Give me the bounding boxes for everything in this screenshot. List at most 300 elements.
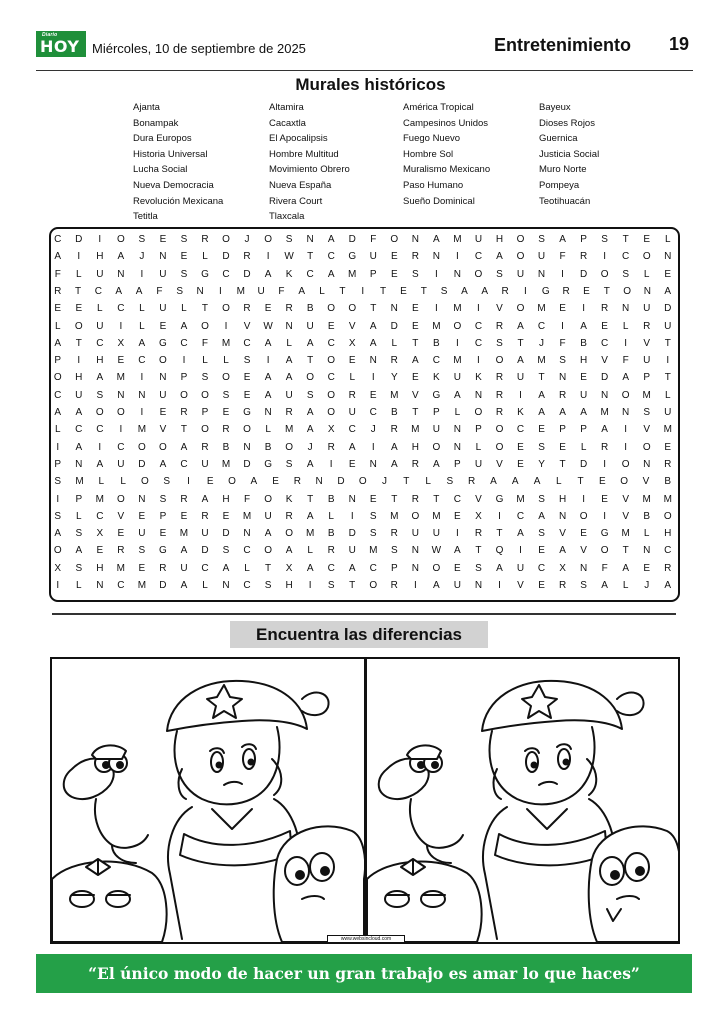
grid-letter: A bbox=[369, 337, 378, 349]
grid-letter: E bbox=[454, 510, 462, 522]
grid-letter: I bbox=[519, 545, 523, 557]
grid-letter: P bbox=[643, 372, 651, 384]
grid-letter: S bbox=[201, 372, 209, 384]
grid-letter: A bbox=[138, 337, 146, 349]
grid-letter: I bbox=[624, 441, 628, 453]
grid-letter: M bbox=[432, 320, 442, 332]
grid-letter: C bbox=[327, 337, 336, 349]
grid-letter: E bbox=[117, 528, 125, 540]
grid-letter: O bbox=[264, 545, 273, 557]
grid-letter: F bbox=[559, 251, 567, 263]
grid-letter: B bbox=[433, 337, 441, 349]
grid-letter: C bbox=[348, 424, 357, 436]
grid-letter: C bbox=[117, 580, 125, 591]
grid-letter: A bbox=[390, 458, 399, 470]
grid-row bbox=[51, 369, 678, 386]
grid-letter: P bbox=[201, 407, 209, 418]
grid-letter: O bbox=[642, 251, 652, 263]
word-list-column-4 bbox=[539, 100, 599, 209]
grid-letter: T bbox=[622, 234, 630, 245]
grid-letter: I bbox=[624, 424, 628, 436]
grid-letter: S bbox=[75, 562, 83, 574]
grid-letter: A bbox=[559, 407, 567, 418]
grid-letter: V bbox=[159, 424, 167, 436]
grid-letter: I bbox=[266, 251, 270, 263]
grid-letter: L bbox=[286, 337, 293, 349]
grid-letter: A bbox=[54, 528, 62, 540]
grid-letter: P bbox=[580, 234, 588, 245]
grid-letter: F bbox=[370, 234, 377, 245]
grid-letter: A bbox=[264, 528, 272, 540]
grid-letter: Y bbox=[390, 372, 399, 384]
word-list-item: Pompeya bbox=[539, 179, 580, 191]
word-list-item: Dioses Rojos bbox=[539, 117, 595, 129]
grid-letter: S bbox=[176, 285, 184, 297]
grid-letter: U bbox=[411, 528, 420, 540]
grid-letter: E bbox=[411, 303, 420, 315]
grid-letter: O bbox=[579, 510, 588, 522]
grid-letter: U bbox=[75, 389, 83, 401]
grid-letter: B bbox=[664, 476, 672, 488]
grid-letter: I bbox=[603, 510, 607, 522]
grid-letter: L bbox=[76, 268, 83, 280]
grid-letter: O bbox=[116, 407, 126, 418]
grid-row bbox=[51, 387, 678, 404]
grid-letter: L bbox=[76, 580, 83, 591]
grid-letter: I bbox=[308, 580, 313, 591]
grid-letter: Y bbox=[538, 458, 546, 470]
grid-letter: I bbox=[98, 441, 102, 453]
grid-letter: I bbox=[603, 251, 607, 263]
grid-letter: T bbox=[339, 285, 346, 297]
grid-letter: A bbox=[250, 476, 258, 488]
grid-letter: A bbox=[481, 285, 489, 297]
grid-letter: T bbox=[307, 493, 314, 505]
grid-letter: V bbox=[642, 476, 650, 488]
grid-letter: A bbox=[75, 545, 83, 557]
grid-letter: P bbox=[559, 424, 567, 436]
grid-letter: O bbox=[474, 268, 483, 280]
grid-letter: S bbox=[163, 476, 171, 488]
grid-letter: P bbox=[433, 407, 441, 418]
grid-letter: N bbox=[453, 441, 462, 453]
grid-letter: A bbox=[433, 580, 441, 591]
grid-letter: C bbox=[201, 562, 210, 574]
grid-letter: S bbox=[243, 355, 251, 367]
grid-letter: R bbox=[664, 562, 672, 574]
grid-letter: V bbox=[496, 303, 504, 315]
grid-letter: M bbox=[179, 528, 189, 540]
grid-letter: V bbox=[348, 320, 357, 332]
grid-letter: S bbox=[285, 234, 293, 245]
grid-letter: A bbox=[285, 355, 293, 367]
grid-letter: I bbox=[413, 580, 418, 591]
grid-letter: V bbox=[243, 320, 251, 332]
grid-letter: U bbox=[432, 424, 441, 436]
grid-letter: E bbox=[348, 458, 357, 470]
grid-letter: J bbox=[370, 424, 377, 436]
grid-letter: E bbox=[538, 545, 546, 557]
grid-letter: U bbox=[643, 303, 651, 315]
grid-letter: M bbox=[221, 337, 231, 349]
image-credit: www.websincloud.com bbox=[327, 935, 405, 943]
grid-letter: J bbox=[139, 251, 145, 263]
grid-letter: M bbox=[453, 355, 463, 367]
grid-letter: F bbox=[559, 337, 567, 349]
grid-letter: R bbox=[243, 251, 252, 263]
grid-letter: N bbox=[159, 372, 168, 384]
grid-letter: M bbox=[453, 303, 463, 315]
grid-letter: N bbox=[643, 458, 651, 470]
word-list-column-1 bbox=[133, 100, 223, 225]
grid-letter: A bbox=[580, 320, 588, 332]
grid-letter: L bbox=[307, 545, 314, 557]
grid-letter: B bbox=[327, 493, 336, 505]
grid-letter: O bbox=[159, 355, 168, 367]
grid-letter: G bbox=[432, 389, 441, 401]
grid-letter: I bbox=[582, 303, 586, 315]
grid-letter: N bbox=[285, 320, 294, 332]
grid-letter: V bbox=[622, 510, 630, 522]
grid-letter: L bbox=[139, 320, 146, 332]
grid-letter: A bbox=[559, 234, 567, 245]
word-list-item: Guernica bbox=[539, 133, 578, 145]
grid-letter: N bbox=[117, 389, 125, 401]
grid-letter: A bbox=[559, 545, 567, 557]
grid-letter: S bbox=[538, 493, 546, 505]
grid-letter: O bbox=[53, 372, 63, 384]
grid-letter: R bbox=[327, 545, 336, 557]
grid-letter: O bbox=[264, 234, 273, 245]
grid-letter: C bbox=[117, 441, 125, 453]
grid-letter: I bbox=[456, 337, 460, 349]
grid-letter: S bbox=[96, 389, 104, 401]
grid-letter: T bbox=[380, 285, 387, 297]
grid-letter: O bbox=[432, 562, 441, 574]
grid-letter: X bbox=[475, 510, 483, 522]
grid-letter: N bbox=[558, 372, 567, 384]
grid-letter: J bbox=[539, 337, 545, 349]
grid-letter: I bbox=[371, 441, 376, 453]
grid-letter: P bbox=[75, 493, 83, 505]
grid-letter: O bbox=[516, 251, 525, 263]
grid-letter: X bbox=[559, 562, 567, 574]
grid-letter: A bbox=[264, 337, 272, 349]
grid-letter: E bbox=[390, 251, 399, 263]
grid-letter: X bbox=[96, 528, 104, 540]
grid-letter: R bbox=[285, 510, 294, 522]
grid-letter: V bbox=[117, 510, 125, 522]
grid-letter: D bbox=[348, 528, 357, 540]
word-list-item: Paso Humano bbox=[403, 179, 464, 191]
grid-letter: R bbox=[54, 285, 62, 297]
grid-letter: I bbox=[119, 320, 123, 332]
grid-letter: X bbox=[348, 337, 357, 349]
grid-letter: E bbox=[138, 510, 146, 522]
grid-letter: S bbox=[54, 510, 62, 522]
grid-letter: A bbox=[298, 285, 306, 297]
grid-letter: N bbox=[222, 580, 231, 591]
grid-letter: A bbox=[517, 355, 525, 367]
grid-letter: R bbox=[201, 510, 210, 522]
grid-letter: S bbox=[538, 234, 546, 245]
grid-letter: U bbox=[664, 320, 672, 332]
grid-letter: N bbox=[348, 493, 357, 505]
grid-letter: E bbox=[643, 562, 651, 574]
grid-letter: N bbox=[96, 580, 104, 591]
grid-letter: S bbox=[538, 528, 546, 540]
grid-letter: C bbox=[474, 251, 483, 263]
grid-letter: T bbox=[265, 562, 272, 574]
grid-letter: M bbox=[390, 510, 399, 522]
grid-letter: T bbox=[412, 407, 419, 418]
word-list-item: Muralismo Mexicano bbox=[403, 164, 491, 176]
grid-letter: O bbox=[243, 424, 252, 436]
grid-letter: O bbox=[53, 545, 63, 557]
grid-letter: A bbox=[411, 355, 420, 367]
wordsearch-grid bbox=[49, 227, 680, 602]
grid-letter: R bbox=[390, 355, 399, 367]
grid-letter: K bbox=[475, 372, 483, 384]
grid-letter: N bbox=[264, 407, 273, 418]
grid-letter: O bbox=[600, 545, 610, 557]
grid-letter: T bbox=[412, 337, 419, 349]
grid-letter: N bbox=[453, 268, 462, 280]
grid-letter: E bbox=[272, 476, 280, 488]
grid-letter: L bbox=[664, 389, 672, 401]
grid-letter: L bbox=[391, 337, 398, 349]
grid-letter: I bbox=[350, 510, 355, 522]
grid-letter: R bbox=[327, 441, 336, 453]
grid-row bbox=[51, 473, 678, 490]
grid-letter: A bbox=[306, 424, 314, 436]
grid-letter: O bbox=[516, 234, 525, 245]
grid-row bbox=[51, 318, 678, 335]
grid-letter: X bbox=[54, 562, 62, 574]
grid-letter: S bbox=[440, 285, 448, 297]
grid-letter: M bbox=[621, 528, 631, 540]
grid-letter: A bbox=[461, 285, 469, 297]
grid-letter: N bbox=[474, 389, 483, 401]
word-list-item: Nueva Democracia bbox=[133, 179, 214, 191]
grid-letter: H bbox=[96, 251, 104, 263]
grid-letter: R bbox=[601, 441, 609, 453]
grid-letter: H bbox=[495, 234, 504, 245]
grid-letter: I bbox=[624, 337, 628, 349]
grid-letter: U bbox=[117, 458, 125, 470]
grid-letter: M bbox=[137, 580, 147, 591]
grid-letter: N bbox=[664, 251, 672, 263]
grid-letter: E bbox=[390, 268, 399, 280]
grid-letter: T bbox=[559, 458, 567, 470]
header-rule bbox=[36, 70, 693, 71]
grid-letter: T bbox=[307, 251, 314, 263]
grid-letter: A bbox=[75, 407, 83, 418]
grid-letter: O bbox=[600, 268, 610, 280]
grid-letter: M bbox=[600, 407, 610, 418]
grid-letter: N bbox=[453, 424, 462, 436]
grid-letter: O bbox=[620, 476, 629, 488]
grid-letter: I bbox=[56, 580, 60, 591]
grid-letter: C bbox=[453, 493, 462, 505]
grid-letter: R bbox=[601, 303, 609, 315]
grid-letter: R bbox=[474, 528, 483, 540]
grid-letter: O bbox=[137, 441, 147, 453]
grid-letter: O bbox=[621, 458, 631, 470]
grid-letter: T bbox=[75, 285, 82, 297]
grid-letter: D bbox=[138, 458, 146, 470]
grid-letter: S bbox=[446, 476, 454, 488]
grid-letter: A bbox=[222, 562, 230, 574]
grid-letter: U bbox=[474, 458, 483, 470]
grid-letter: D bbox=[337, 476, 346, 488]
grid-letter: R bbox=[501, 285, 510, 297]
word-list-column-2 bbox=[269, 100, 350, 225]
grid-letter: A bbox=[538, 510, 546, 522]
grid-letter: L bbox=[76, 510, 83, 522]
grid-letter: C bbox=[117, 303, 125, 315]
grid-letter: R bbox=[558, 389, 567, 401]
grid-letter: C bbox=[94, 285, 103, 297]
grid-letter: A bbox=[54, 407, 62, 418]
grid-letter: C bbox=[75, 424, 83, 436]
grid-row bbox=[51, 283, 678, 300]
grid-letter: O bbox=[474, 407, 483, 418]
grid-letter: I bbox=[140, 407, 144, 418]
grid-letter: L bbox=[556, 476, 563, 488]
left-cartoon-panel bbox=[52, 659, 364, 942]
grid-letter: U bbox=[306, 320, 315, 332]
grid-letter: M bbox=[432, 510, 442, 522]
grid-letter: I bbox=[498, 580, 502, 591]
grid-letter: U bbox=[516, 562, 525, 574]
grid-letter: O bbox=[222, 372, 231, 384]
grid-letter: L bbox=[202, 580, 209, 591]
cartoon-illustration-left bbox=[52, 659, 364, 942]
grid-letter: O bbox=[495, 355, 504, 367]
grid-letter: B bbox=[306, 303, 314, 315]
grid-letter: D bbox=[222, 528, 231, 540]
grid-letter: P bbox=[454, 458, 462, 470]
grid-letter: N bbox=[474, 580, 483, 591]
grid-letter: E bbox=[538, 580, 546, 591]
word-list-item: Cacaxtla bbox=[269, 117, 306, 129]
grid-letter: O bbox=[285, 528, 294, 540]
grid-letter: X bbox=[327, 424, 336, 436]
grid-letter: O bbox=[327, 389, 336, 401]
grid-letter: R bbox=[468, 476, 476, 488]
grid-letter: U bbox=[159, 268, 168, 280]
grid-letter: E bbox=[348, 355, 357, 367]
grid-letter: E bbox=[580, 528, 588, 540]
grid-letter: X bbox=[285, 562, 293, 574]
grid-letter: W bbox=[431, 545, 442, 557]
grid-letter: T bbox=[496, 528, 504, 540]
grid-letter: K bbox=[433, 372, 441, 384]
grid-letter: A bbox=[180, 441, 188, 453]
grid-letter: T bbox=[664, 372, 672, 384]
grid-letter: I bbox=[56, 493, 60, 505]
grid-letter: A bbox=[664, 580, 672, 591]
grid-letter: G bbox=[600, 528, 610, 540]
grid-letter: R bbox=[390, 424, 399, 436]
grid-letter: B bbox=[580, 337, 588, 349]
grid-letter: R bbox=[411, 251, 420, 263]
grid-letter: A bbox=[348, 562, 357, 574]
grid-letter: V bbox=[496, 458, 504, 470]
grid-letter: E bbox=[517, 441, 525, 453]
grid-letter: N bbox=[411, 562, 420, 574]
grid-letter: S bbox=[159, 493, 167, 505]
grid-letter: U bbox=[432, 528, 441, 540]
grid-letter: L bbox=[244, 562, 251, 574]
grid-letter: A bbox=[306, 562, 314, 574]
grid-letter: I bbox=[140, 268, 144, 280]
grid-letter: O bbox=[222, 303, 231, 315]
grid-letter: F bbox=[156, 285, 163, 297]
grid-letter: E bbox=[138, 562, 146, 574]
grid-letter: S bbox=[222, 389, 230, 401]
grid-letter: S bbox=[264, 580, 272, 591]
grid-row bbox=[51, 404, 678, 421]
grid-letter: M bbox=[663, 493, 673, 505]
grid-letter: O bbox=[159, 441, 168, 453]
grid-letter: A bbox=[264, 268, 272, 280]
grid-letter: R bbox=[579, 251, 588, 263]
grid-letter: E bbox=[264, 303, 272, 315]
grid-letter: O bbox=[74, 320, 84, 332]
grid-letter: A bbox=[601, 424, 609, 436]
grid-letter: O bbox=[201, 320, 210, 332]
grid-row bbox=[51, 439, 678, 456]
grid-letter: D bbox=[243, 458, 252, 470]
grid-letter: L bbox=[54, 320, 62, 332]
grid-letter: N bbox=[643, 545, 651, 557]
grid-letter: L bbox=[643, 268, 650, 280]
grid-letter: C bbox=[243, 545, 252, 557]
grid-letter: A bbox=[327, 234, 336, 245]
grid-letter: J bbox=[244, 234, 251, 245]
grid-letter: P bbox=[159, 510, 167, 522]
grid-letter: P bbox=[369, 268, 378, 280]
word-list-item: Campesinos Unidos bbox=[403, 117, 489, 129]
grid-letter: I bbox=[119, 424, 123, 436]
grid-letter: E bbox=[96, 545, 104, 557]
grid-letter: I bbox=[371, 372, 376, 384]
grid-letter: M bbox=[116, 372, 126, 384]
grid-letter: S bbox=[580, 580, 588, 591]
section-divider bbox=[52, 613, 676, 615]
grid-letter: A bbox=[135, 285, 143, 297]
grid-letter: S bbox=[538, 441, 546, 453]
grid-letter: E bbox=[75, 303, 83, 315]
grid-row bbox=[51, 231, 678, 248]
word-list-item: Rivera Court bbox=[269, 195, 323, 207]
grid-letter: M bbox=[95, 493, 105, 505]
grid-letter: U bbox=[643, 355, 651, 367]
grid-letter: A bbox=[496, 251, 504, 263]
grid-letter: L bbox=[475, 441, 482, 453]
grid-letter: G bbox=[243, 407, 252, 418]
grid-letter: E bbox=[580, 372, 588, 384]
grid-letter: S bbox=[138, 545, 146, 557]
grid-letter: O bbox=[180, 389, 189, 401]
grid-letter: S bbox=[54, 476, 62, 488]
grid-letter: B bbox=[327, 528, 336, 540]
grid-letter: N bbox=[138, 493, 146, 505]
grid-letter: A bbox=[664, 285, 672, 297]
grid-letter: U bbox=[348, 545, 357, 557]
